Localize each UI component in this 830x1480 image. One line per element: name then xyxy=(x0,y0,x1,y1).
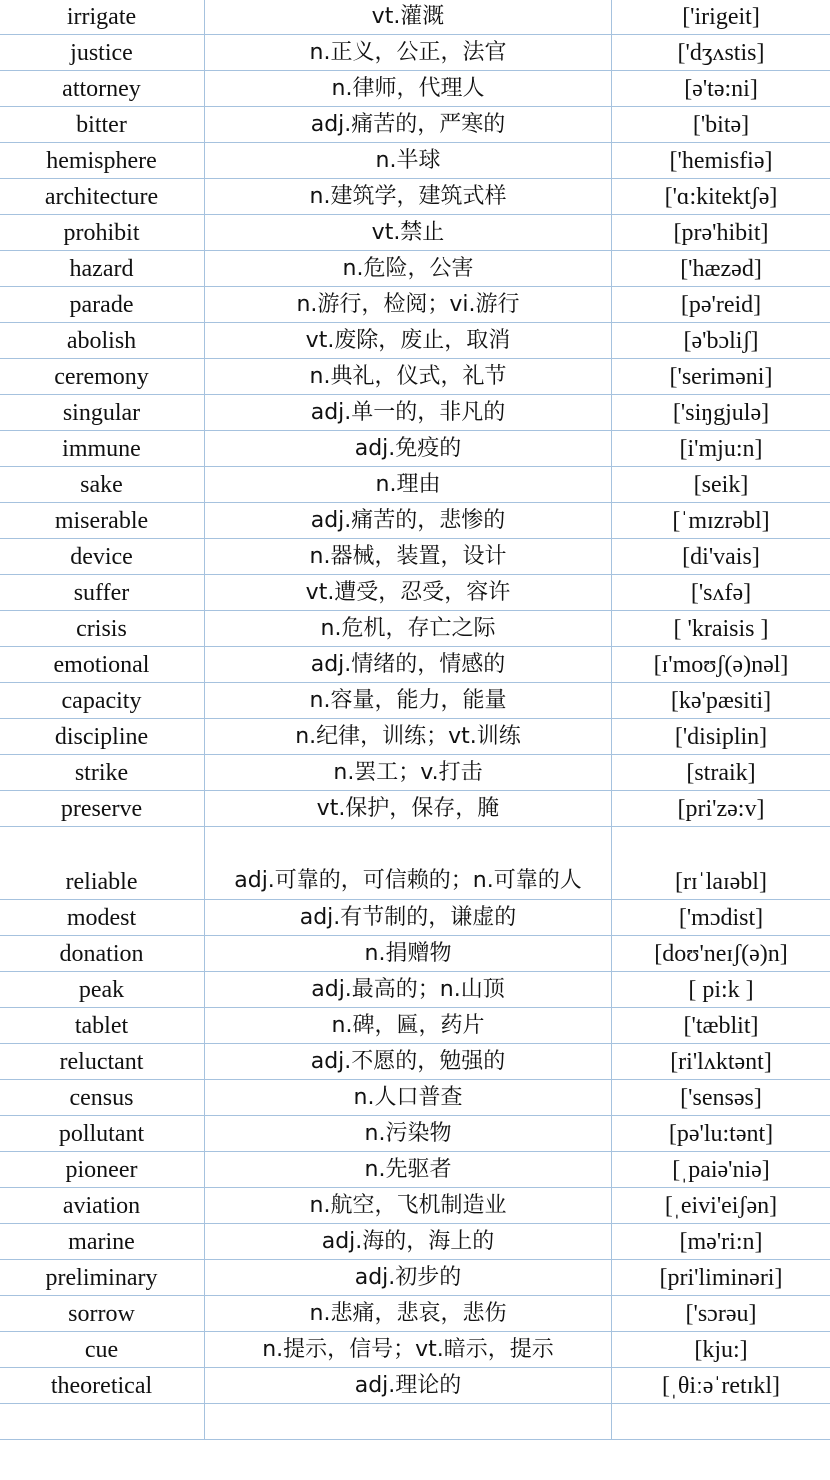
word-cell: justice xyxy=(0,35,205,71)
word-cell: peak xyxy=(0,972,205,1008)
meaning-cell: n.提示，信号；vt.暗示，提示 xyxy=(205,1332,612,1368)
phonetic-cell: ['sɔrəu] xyxy=(612,1296,830,1332)
phonetic-cell: [ə'bɔliʃ] xyxy=(612,323,830,359)
phonetic-cell: ['disiplin] xyxy=(612,719,830,755)
word-cell: hazard xyxy=(0,251,205,287)
word-cell: discipline xyxy=(0,719,205,755)
table-row xyxy=(0,35,830,71)
meaning-cell: adj.有节制的，谦虚的 xyxy=(205,900,612,936)
phonetic-cell: ['bitə] xyxy=(612,107,830,143)
word-cell: pollutant xyxy=(0,1116,205,1152)
phonetic-cell: [ pi:k ] xyxy=(612,972,830,1008)
meaning-cell: adj.痛苦的，严寒的 xyxy=(205,107,612,143)
word-cell: reliable xyxy=(0,827,205,900)
phonetic-cell: [seik] xyxy=(612,467,830,503)
meaning-cell: n.半球 xyxy=(205,143,612,179)
meaning-cell: n.先驱者 xyxy=(205,1152,612,1188)
phonetic-cell: [prə'hibit] xyxy=(612,215,830,251)
word-cell: census xyxy=(0,1080,205,1116)
phonetic-cell: [di'vais] xyxy=(612,539,830,575)
phonetic-cell: ['sʌfə] xyxy=(612,575,830,611)
word-cell: immune xyxy=(0,431,205,467)
word-cell: bitter xyxy=(0,107,205,143)
meaning-cell: adj.最高的；n.山顶 xyxy=(205,972,612,1008)
table-row xyxy=(0,1296,830,1332)
word-cell: marine xyxy=(0,1224,205,1260)
table-row xyxy=(0,791,830,827)
word-cell: theoretical xyxy=(0,1368,205,1404)
phonetic-cell: ['siŋgjulə] xyxy=(612,395,830,431)
word-cell: preserve xyxy=(0,791,205,827)
table-row xyxy=(0,143,830,179)
table-row xyxy=(0,0,830,35)
phonetic-cell: ['tæblit] xyxy=(612,1008,830,1044)
table-row xyxy=(0,1260,830,1296)
phonetic-cell: [pə'reid] xyxy=(612,287,830,323)
table-row xyxy=(0,251,830,287)
phonetic-cell: ['sensəs] xyxy=(612,1080,830,1116)
table-row xyxy=(0,647,830,683)
table-row xyxy=(0,1368,830,1404)
table-row xyxy=(0,1044,830,1080)
table-row xyxy=(0,1080,830,1116)
table-row xyxy=(0,1008,830,1044)
word-cell: cue xyxy=(0,1332,205,1368)
meaning-cell: adj.可靠的，可信赖的；n.可靠的人 xyxy=(205,827,612,900)
word-cell: pioneer xyxy=(0,1152,205,1188)
meaning-cell: n.捐赠物 xyxy=(205,936,612,972)
word-cell: donation xyxy=(0,936,205,972)
word-cell: architecture xyxy=(0,179,205,215)
meaning-cell: n.危机，存亡之际 xyxy=(205,611,612,647)
meaning-cell: vt.保护，保存，腌 xyxy=(205,791,612,827)
phonetic-cell: ['ɑ:kitektʃə] xyxy=(612,179,830,215)
meaning-cell: adj.情绪的，情感的 xyxy=(205,647,612,683)
meaning-cell: n.罢工；v.打击 xyxy=(205,755,612,791)
table-row xyxy=(0,467,830,503)
word-cell: miserable xyxy=(0,503,205,539)
meaning-cell: vt.灌溉 xyxy=(205,0,612,35)
word-cell: sake xyxy=(0,467,205,503)
table-row xyxy=(0,503,830,539)
table-row xyxy=(0,972,830,1008)
meaning-cell: n.建筑学，建筑式样 xyxy=(205,179,612,215)
meaning-cell: vt.禁止 xyxy=(205,215,612,251)
meaning-cell: adj.痛苦的，悲惨的 xyxy=(205,503,612,539)
phonetic-cell: [ri'lʌktənt] xyxy=(612,1044,830,1080)
word-cell: ceremony xyxy=(0,359,205,395)
table-row xyxy=(0,827,830,900)
phonetic-cell: [i'mju:n] xyxy=(612,431,830,467)
table-row xyxy=(0,1224,830,1260)
phonetic-cell: ['hemisfiə] xyxy=(612,143,830,179)
table-row xyxy=(0,755,830,791)
phonetic-cell: ['seriməni] xyxy=(612,359,830,395)
table-row xyxy=(0,719,830,755)
meaning-cell: adj.免疫的 xyxy=(205,431,612,467)
table-row xyxy=(0,287,830,323)
meaning-cell: n.律师，代理人 xyxy=(205,71,612,107)
empty-cell xyxy=(205,1404,612,1440)
word-cell: device xyxy=(0,539,205,575)
phonetic-cell: [kə'pæsiti] xyxy=(612,683,830,719)
meaning-cell: n.航空，飞机制造业 xyxy=(205,1188,612,1224)
table-row xyxy=(0,575,830,611)
phonetic-cell: [doʊ'neɪʃ(ə)n] xyxy=(612,936,830,972)
word-cell: emotional xyxy=(0,647,205,683)
table-row xyxy=(0,1188,830,1224)
word-cell: abolish xyxy=(0,323,205,359)
table-row xyxy=(0,1332,830,1368)
meaning-cell: adj.不愿的，勉强的 xyxy=(205,1044,612,1080)
meaning-cell: vt.遭受，忍受，容许 xyxy=(205,575,612,611)
table-row xyxy=(0,395,830,431)
meaning-cell: adj.理论的 xyxy=(205,1368,612,1404)
table-row xyxy=(0,539,830,575)
table-row xyxy=(0,1116,830,1152)
meaning-cell: n.游行，检阅；vi.游行 xyxy=(205,287,612,323)
phonetic-cell: ['dʒʌstis] xyxy=(612,35,830,71)
word-cell: prohibit xyxy=(0,215,205,251)
phonetic-cell: [straik] xyxy=(612,755,830,791)
word-cell: capacity xyxy=(0,683,205,719)
meaning-cell: n.污染物 xyxy=(205,1116,612,1152)
phonetic-cell: [ˌeivi'eiʃən] xyxy=(612,1188,830,1224)
word-cell: attorney xyxy=(0,71,205,107)
meaning-cell: n.碑，匾，药片 xyxy=(205,1008,612,1044)
empty-cell xyxy=(0,1404,205,1440)
phonetic-cell: [ˌθiːəˈretɪkl] xyxy=(612,1368,830,1404)
phonetic-cell: [pri'liminəri] xyxy=(612,1260,830,1296)
phonetic-cell: [ə'tə:ni] xyxy=(612,71,830,107)
phonetic-cell: ['irigeit] xyxy=(612,0,830,35)
phonetic-cell: [ɪ'moʊʃ(ə)nəl] xyxy=(612,647,830,683)
phonetic-cell: [pə'lu:tənt] xyxy=(612,1116,830,1152)
table-row xyxy=(0,179,830,215)
phonetic-cell: ['mɔdist] xyxy=(612,900,830,936)
meaning-cell: n.器械，装置，设计 xyxy=(205,539,612,575)
table-row xyxy=(0,611,830,647)
meaning-cell: n.典礼，仪式，礼节 xyxy=(205,359,612,395)
phonetic-cell: [rɪˈlaɪəbl] xyxy=(612,827,830,900)
empty-cell xyxy=(612,1404,830,1440)
phonetic-cell: [pri'zə:v] xyxy=(612,791,830,827)
word-cell: crisis xyxy=(0,611,205,647)
word-cell: parade xyxy=(0,287,205,323)
meaning-cell: n.理由 xyxy=(205,467,612,503)
meaning-cell: n.纪律，训练；vt.训练 xyxy=(205,719,612,755)
phonetic-cell: [ 'kraisis ] xyxy=(612,611,830,647)
table-row xyxy=(0,107,830,143)
meaning-cell: adj.海的，海上的 xyxy=(205,1224,612,1260)
meaning-cell: n.危险，公害 xyxy=(205,251,612,287)
phonetic-cell: [ˈmɪzrəbl] xyxy=(612,503,830,539)
table-row xyxy=(0,323,830,359)
phonetic-cell: [kju:] xyxy=(612,1332,830,1368)
table-row-empty xyxy=(0,1404,830,1440)
table-row xyxy=(0,936,830,972)
word-cell: suffer xyxy=(0,575,205,611)
word-cell: irrigate xyxy=(0,0,205,35)
word-cell: singular xyxy=(0,395,205,431)
phonetic-cell: ['hæzəd] xyxy=(612,251,830,287)
phonetic-cell: [ˌpaiə'niə] xyxy=(612,1152,830,1188)
table-row xyxy=(0,1152,830,1188)
word-cell: reluctant xyxy=(0,1044,205,1080)
word-cell: tablet xyxy=(0,1008,205,1044)
table-row xyxy=(0,683,830,719)
table-row xyxy=(0,215,830,251)
meaning-cell: n.容量，能力，能量 xyxy=(205,683,612,719)
word-cell: modest xyxy=(0,900,205,936)
table-row xyxy=(0,359,830,395)
table-row xyxy=(0,431,830,467)
meaning-cell: n.人口普查 xyxy=(205,1080,612,1116)
meaning-cell: adj.单一的，非凡的 xyxy=(205,395,612,431)
phonetic-cell: [mə'ri:n] xyxy=(612,1224,830,1260)
word-cell: strike xyxy=(0,755,205,791)
meaning-cell: adj.初步的 xyxy=(205,1260,612,1296)
meaning-cell: n.悲痛，悲哀，悲伤 xyxy=(205,1296,612,1332)
word-cell: aviation xyxy=(0,1188,205,1224)
word-cell: sorrow xyxy=(0,1296,205,1332)
table-row xyxy=(0,71,830,107)
meaning-cell: n.正义，公正，法官 xyxy=(205,35,612,71)
meaning-cell: vt.废除，废止，取消 xyxy=(205,323,612,359)
word-cell: preliminary xyxy=(0,1260,205,1296)
word-cell: hemisphere xyxy=(0,143,205,179)
table-row xyxy=(0,900,830,936)
